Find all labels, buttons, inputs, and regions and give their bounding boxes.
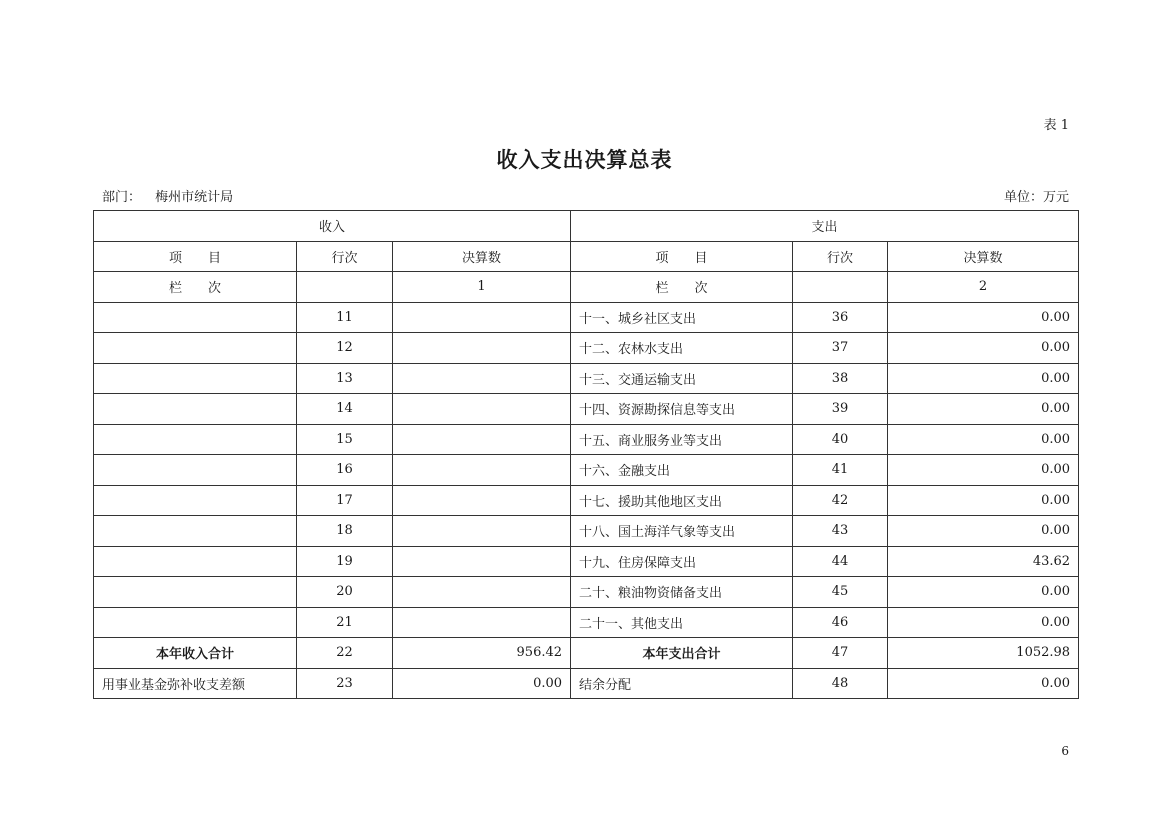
- expense-line-cell: 38: [793, 363, 888, 394]
- expense-line-cell: 37: [793, 333, 888, 364]
- expense-amount-cell: 1052.98: [888, 638, 1079, 669]
- income-item-cell: [94, 394, 297, 425]
- income-amount-cell: [393, 333, 571, 364]
- table-row: [94, 455, 1079, 486]
- table-row: [94, 607, 1079, 638]
- expense-item-cell: 十六、金融支出: [571, 455, 793, 486]
- expense-item-cell: 十四、资源勘探信息等支出: [571, 394, 793, 425]
- income-item-cell: [94, 333, 297, 364]
- income-item-header: 项 目: [94, 241, 297, 272]
- income-line-cell: 22: [297, 638, 393, 669]
- expense-column-label: 栏 次: [571, 272, 793, 303]
- expense-item-cell: 十七、援助其他地区支出: [571, 485, 793, 516]
- page-number: 6: [1061, 744, 1069, 758]
- table-row: [94, 424, 1079, 455]
- expense-line-cell: 41: [793, 455, 888, 486]
- income-item-cell: [94, 607, 297, 638]
- total-row: [94, 638, 1079, 669]
- income-amount-cell: [393, 302, 571, 333]
- table-row: [94, 546, 1079, 577]
- income-line-cell: 14: [297, 394, 393, 425]
- department-name: 梅州市统计局: [155, 190, 234, 205]
- page-title: 收入支出决算总表: [496, 148, 673, 172]
- expense-item-cell: 二十、粮油物资储备支出: [571, 577, 793, 608]
- income-item-cell: [94, 546, 297, 577]
- expense-item-header: 项 目: [571, 241, 793, 272]
- income-line-cell: 20: [297, 577, 393, 608]
- expense-amount-cell: 0.00: [888, 424, 1079, 455]
- income-line-empty: [297, 272, 393, 303]
- income-line-cell: 18: [297, 516, 393, 547]
- income-line-cell: 17: [297, 485, 393, 516]
- expense-item-cell: 十八、国土海洋气象等支出: [571, 516, 793, 547]
- header-row-sections: [94, 211, 1079, 242]
- table-row: [94, 516, 1079, 547]
- expense-column-number: 2: [888, 272, 1079, 303]
- income-item-cell: [94, 455, 297, 486]
- income-item-cell: 本年收入合计: [94, 638, 297, 669]
- income-item-cell: [94, 485, 297, 516]
- expense-amount-cell: 0.00: [888, 302, 1079, 333]
- income-amount-cell: [393, 546, 571, 577]
- income-item-cell: [94, 363, 297, 394]
- expense-amount-cell: 0.00: [888, 577, 1079, 608]
- income-amount-cell: [393, 485, 571, 516]
- expense-line-cell: 47: [793, 638, 888, 669]
- income-line-cell: 21: [297, 607, 393, 638]
- extra-row: [94, 668, 1079, 699]
- income-column-label: 栏 次: [94, 272, 297, 303]
- expense-item-cell: 十三、交通运输支出: [571, 363, 793, 394]
- expense-line-empty: [793, 272, 888, 303]
- income-amount-cell: [393, 424, 571, 455]
- income-item-cell: [94, 302, 297, 333]
- income-line-cell: 12: [297, 333, 393, 364]
- table-row: [94, 363, 1079, 394]
- expense-line-header: 行次: [793, 241, 888, 272]
- income-amount-cell: [393, 394, 571, 425]
- income-amount-cell: [393, 577, 571, 608]
- income-amount-header: 决算数: [393, 241, 571, 272]
- expense-amount-cell: 0.00: [888, 516, 1079, 547]
- department-label: 部门：: [102, 190, 142, 205]
- expense-line-cell: 46: [793, 607, 888, 638]
- income-item-cell: [94, 424, 297, 455]
- table-row: [94, 394, 1079, 425]
- expense-item-cell: 结余分配: [571, 668, 793, 699]
- income-amount-cell: 956.42: [393, 638, 571, 669]
- expense-item-cell: 十九、住房保障支出: [571, 546, 793, 577]
- table-number: 表 1: [1043, 118, 1069, 133]
- table-row: [94, 577, 1079, 608]
- expense-line-cell: 39: [793, 394, 888, 425]
- expense-amount-cell: 0.00: [888, 333, 1079, 364]
- expense-item-cell: 十二、农林水支出: [571, 333, 793, 364]
- expense-amount-cell: 0.00: [888, 455, 1079, 486]
- expense-line-cell: 43: [793, 516, 888, 547]
- income-line-header: 行次: [297, 241, 393, 272]
- expense-item-cell: 本年支出合计: [571, 638, 793, 669]
- expense-amount-cell: 0.00: [888, 485, 1079, 516]
- expense-amount-cell: 0.00: [888, 668, 1079, 699]
- income-amount-cell: [393, 455, 571, 486]
- expense-item-cell: 十五、商业服务业等支出: [571, 424, 793, 455]
- income-line-cell: 15: [297, 424, 393, 455]
- header-row-columns: [94, 241, 1079, 272]
- expense-item-cell: 二十一、其他支出: [571, 607, 793, 638]
- income-line-cell: 13: [297, 363, 393, 394]
- expense-line-cell: 36: [793, 302, 888, 333]
- expense-line-cell: 44: [793, 546, 888, 577]
- expense-amount-cell: 0.00: [888, 363, 1079, 394]
- income-amount-cell: [393, 363, 571, 394]
- expense-section-header: 支出: [571, 211, 1079, 242]
- department: [102, 186, 233, 205]
- header-row-column-numbers: [94, 272, 1079, 303]
- income-line-cell: 19: [297, 546, 393, 577]
- expense-amount-cell: 0.00: [888, 394, 1079, 425]
- income-line-cell: 16: [297, 455, 393, 486]
- income-amount-cell: [393, 607, 571, 638]
- expense-item-cell: 十一、城乡社区支出: [571, 302, 793, 333]
- expense-amount-header: 决算数: [888, 241, 1079, 272]
- expense-line-cell: 40: [793, 424, 888, 455]
- income-item-cell: [94, 516, 297, 547]
- table-row: [94, 302, 1079, 333]
- income-item-cell: 用事业基金弥补收支差额: [94, 668, 297, 699]
- expense-line-cell: 48: [793, 668, 888, 699]
- expense-amount-cell: 0.00: [888, 607, 1079, 638]
- expense-amount-cell: 43.62: [888, 546, 1079, 577]
- table-row: [94, 333, 1079, 364]
- income-line-cell: 23: [297, 668, 393, 699]
- income-section-header: 收入: [94, 211, 571, 242]
- income-amount-cell: 0.00: [393, 668, 571, 699]
- expense-line-cell: 42: [793, 485, 888, 516]
- income-line-cell: 11: [297, 302, 393, 333]
- income-amount-cell: [393, 516, 571, 547]
- income-item-cell: [94, 577, 297, 608]
- income-column-number: 1: [393, 272, 571, 303]
- table-row: [94, 485, 1079, 516]
- expense-line-cell: 45: [793, 577, 888, 608]
- unit-label: 单位：万元: [1003, 190, 1069, 205]
- income-expense-table: [93, 210, 1079, 699]
